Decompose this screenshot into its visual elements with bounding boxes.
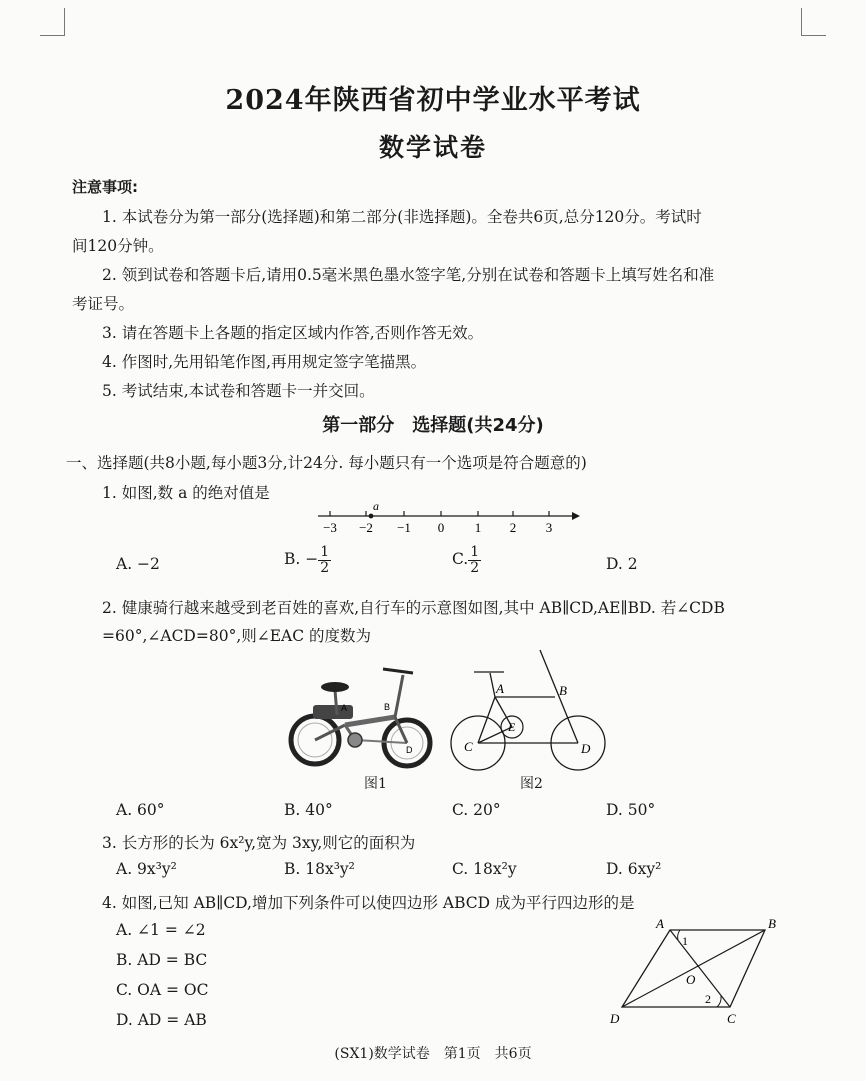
tick-label: 0 [437, 520, 445, 535]
q3-option-b: B. 18x³y² [284, 860, 355, 878]
number-line-arrow-icon [572, 512, 580, 520]
notice-item-2: 2. 领到试卷和答题卡后,请用0.5毫米黑色墨水签字笔,分别在试卷和答题卡上填写姓名和准 [102, 266, 715, 284]
fig2-label-d: D [581, 741, 591, 756]
section-instruction: 一、选择题(共8小题,每小题3分,计24分. 每小题只有一个选项是符合题意的) [66, 454, 587, 472]
q2-option-b: B. 40° [284, 801, 333, 819]
notice-item-5: 5. 考试结束,本试卷和答题卡一并交回。 [102, 382, 375, 400]
page-footer: (SX1)数学试卷 第1页 共6页 [334, 1046, 532, 1062]
q3-option-c: C. 18x²y [452, 860, 517, 878]
fig4-label-b: B [768, 916, 776, 931]
q3-stem: 3. 长方形的长为 6x²y,宽为 3xy,则它的面积为 [102, 834, 416, 852]
point-a-label: a [373, 500, 379, 513]
tick-label: 1 [474, 520, 482, 535]
q1-stem: 1. 如图,数 a 的绝对值是 [102, 484, 270, 502]
notice-item-1: 1. 本试卷分为第一部分(选择题)和第二部分(非选择题)。全卷共6页,总分120分。考试时 [102, 208, 702, 226]
q4-option-a: A. ∠1 = ∠2 [116, 921, 206, 939]
fig4-label-o: O [686, 972, 696, 987]
notice-item-2-cont: 考证号。 [72, 295, 135, 313]
q3-option-a: A. 9x³y² [116, 860, 177, 878]
diagonal-bd [622, 930, 765, 1007]
angle-1-arc [678, 930, 680, 940]
q2-stem-line1: 2. 健康骑行越来越受到老百姓的喜欢,自行车的示意图如图,其中 AB∥CD,AE∥BD. 若∠CDB [102, 599, 725, 617]
exam-title: 2024年陕西省初中学业水平考试 [225, 85, 641, 116]
q4-option-d: D. AD = AB [116, 1011, 207, 1029]
q1-option-a: A. −2 [116, 555, 160, 573]
fig2-label-b: B [559, 683, 567, 698]
q1-option-c: C. $\frac{1}{2}$ [452, 544, 480, 576]
notice-item-4: 4. 作图时,先用铅笔作图,再用规定签字笔描黑。 [102, 353, 427, 371]
fig4-label-d: D [610, 1011, 620, 1026]
tick-label: 3 [545, 520, 553, 535]
tick-label: −3 [323, 520, 337, 535]
tick-label: −1 [397, 520, 411, 535]
q2-fig1-caption: 图1 [364, 776, 387, 792]
fig4-angle-1-label: 1 [682, 934, 688, 948]
q1-option-d: D. 2 [606, 555, 638, 573]
fig4-label-c: C [727, 1011, 736, 1026]
crop-mark-top-left [40, 8, 65, 36]
q4-option-c: C. OA = OC [116, 981, 209, 999]
point-a-marker [369, 514, 374, 519]
fig2-label-a: A [496, 681, 504, 696]
notice-item-1-cont: 间120分钟。 [72, 237, 164, 255]
exam-subtitle: 数学试卷 [378, 133, 487, 162]
crop-mark-top-right [801, 8, 826, 36]
fig2-label-c: C [464, 739, 473, 754]
diagonal-ac [670, 930, 730, 1007]
notice-heading: 注意事项: [72, 178, 138, 196]
q2-fig2-schematic [440, 645, 620, 775]
q3-option-d: D. 6xy² [606, 860, 662, 878]
angle-2-arc [717, 996, 721, 1007]
q4-stem: 4. 如图,已知 AB∥CD,增加下列条件可以使四边形 ABCD 成为平行四边形的是 [102, 894, 635, 912]
fig4-angle-2-label: 2 [705, 992, 711, 1006]
notice-item-3: 3. 请在答题卡上各题的指定区域内作答,否则作答无效。 [102, 324, 484, 342]
tick-label: 2 [509, 520, 517, 535]
q1-number-line [310, 500, 580, 540]
q2-fig2-caption: 图2 [520, 776, 543, 792]
q4-option-b: B. AD = BC [116, 951, 208, 969]
q1-option-b: B. − $\frac{1}{2}$ [284, 544, 330, 576]
q2-option-c: C. 20° [452, 801, 501, 819]
saddle [321, 682, 349, 692]
chainring [348, 733, 362, 747]
q2-fig1-bicycle-photo [285, 655, 435, 770]
fig1-label-a: A [341, 703, 348, 713]
handlebar [383, 669, 413, 673]
section-title: 第一部分 选择题(共24分) [322, 415, 544, 436]
q2-option-a: A. 60° [116, 801, 165, 819]
fig2-label-e: E [508, 720, 516, 734]
q4-parallelogram-figure [600, 912, 790, 1030]
q2-option-d: D. 50° [606, 801, 656, 819]
fig1-label-d: D [406, 745, 413, 755]
q2-stem-line2: =60°,∠ACD=80°,则∠EAC 的度数为 [102, 627, 372, 645]
fig4-label-a: A [656, 916, 664, 931]
tick-label: −2 [359, 520, 373, 535]
fig1-label-b: B [384, 702, 391, 712]
